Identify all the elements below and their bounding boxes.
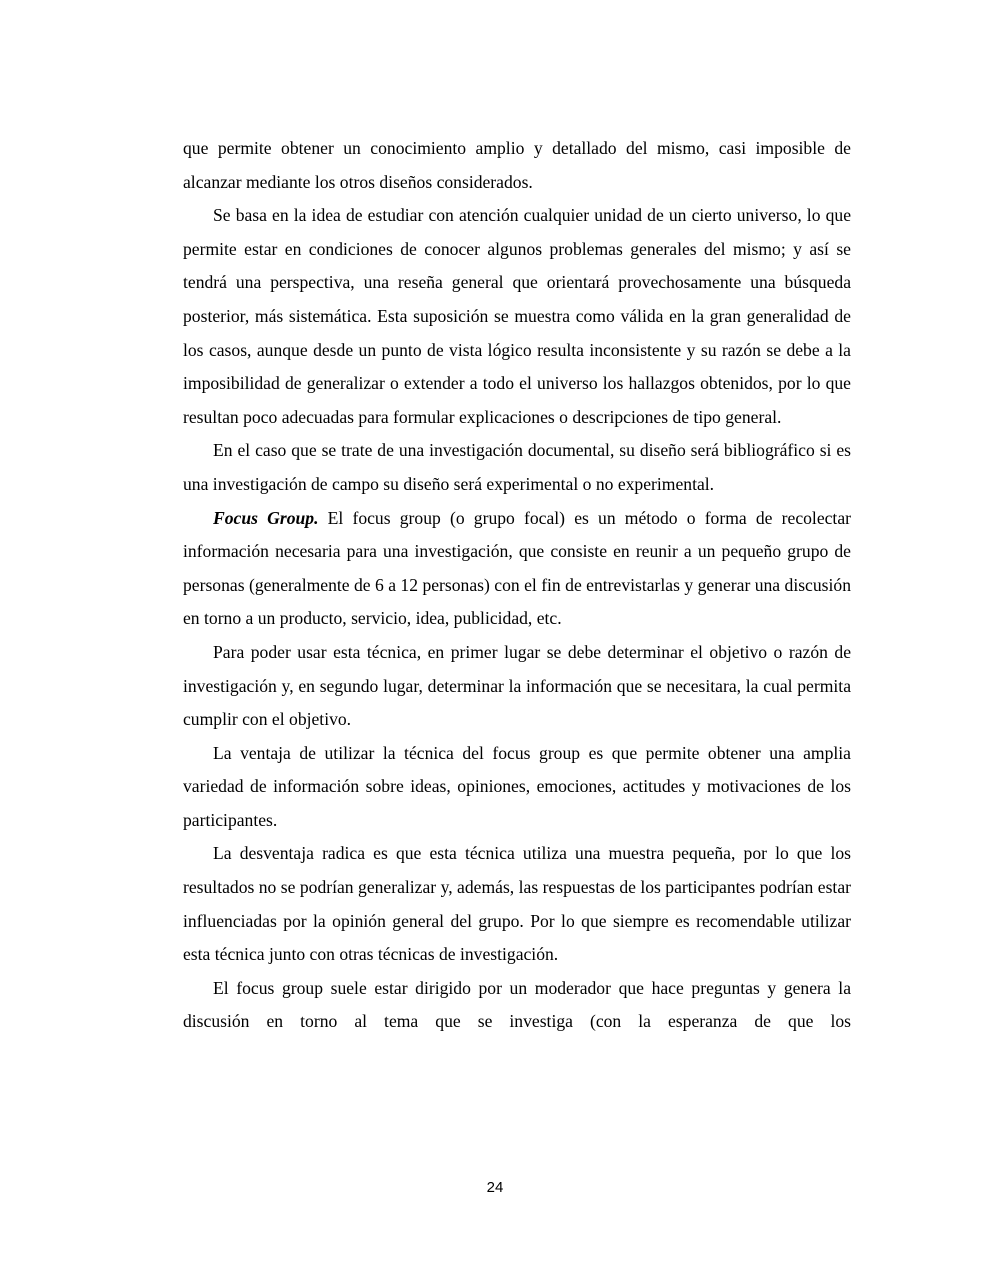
paragraph xyxy=(183,434,851,501)
paragraph-continued xyxy=(183,132,851,199)
paragraph-text: Para poder usar esta técnica, en primer lugar se debe determinar el objetivo o razón de investigación y, en segundo lugar, determinar la información que se necesitara, la cual permita cumplir con el objetivo. xyxy=(183,641,851,730)
paragraph-text: La desventaja radica es que esta técnica utiliza una muestra pequeña, por lo que los resultados no se podrían generalizar y, además, las respuestas de los participantes podrían estar influenciadas por la opinión general del grupo. Por lo que siempre es recomendable utilizar esta técnica junto con otras técnicas de investigación. xyxy=(183,843,851,965)
paragraph-text: El focus group (o grupo focal) es un método o forma de recolectar información necesaria para una investigación, que consiste en reunir a un pequeño grupo de personas (generalmente de 6 a 12 personas) con el fin de entrevistarlas y generar una discusión en torno a un producto, servicio, idea, publicidad, etc. xyxy=(183,507,851,629)
paragraph xyxy=(183,199,851,434)
body-text xyxy=(183,132,851,1039)
paragraph xyxy=(183,737,851,838)
paragraph xyxy=(183,972,851,1039)
paragraph-focus-group xyxy=(183,502,851,636)
paragraph-text: que permite obtener un conocimiento amplio y detallado del mismo, casi imposible de alcanzar mediante los otros diseños considerados. xyxy=(183,138,851,192)
paragraph xyxy=(183,636,851,737)
paragraph-text: El focus group suele estar dirigido por un moderador que hace preguntas y genera la discusión en torno al tema que se investiga (con la esperanza de que los xyxy=(183,977,851,1032)
page-number: 24 xyxy=(486,1179,504,1196)
paragraph-text: En el caso que se trate de una investigación documental, su diseño será bibliográfico si es una investigación de campo su diseño será experimental o no experimental. xyxy=(183,440,851,494)
paragraph xyxy=(183,837,851,971)
paragraph-text: Se basa en la idea de estudiar con atención cualquier unidad de un cierto universo, lo que permite estar en condiciones de conocer algunos problemas generales del mismo; y así se tendrá una perspectiva, una reseña general que orientará provechosamente una búsqueda posterior, más sistemática. Esta suposición se muestra como válida en la gran generalidad de los casos, aunque desde un punto de vista lógico resulta inconsistente y su razón se debe a la imposibilidad de generalizar o extender a todo el universo los hallazgos obtenidos, por lo que resultan poco adecuadas para formular explicaciones o descripciones de tipo general. xyxy=(183,205,851,427)
paragraph-text: La ventaja de utilizar la técnica del focus group es que permite obtener una amplia variedad de información sobre ideas, opiniones, emociones, actitudes y motivaciones de los participantes. xyxy=(183,742,851,830)
run-in-heading: Focus Group. xyxy=(213,507,319,528)
